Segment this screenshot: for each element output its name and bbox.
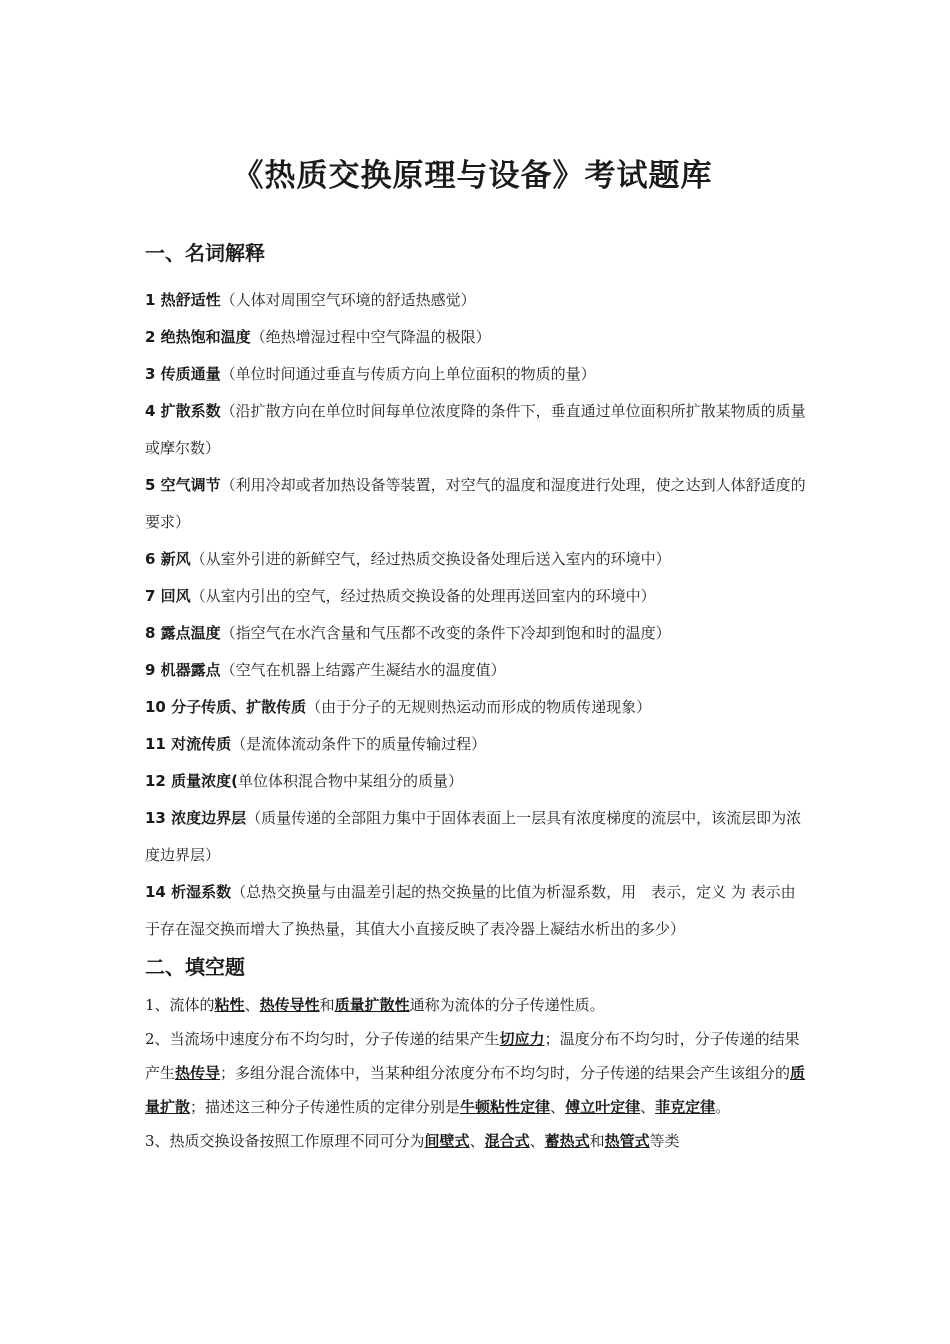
term-definition: （单位时间通过垂直与传质方向上单位面积的物质的量） bbox=[220, 365, 596, 383]
definition-item bbox=[145, 689, 810, 726]
term-definition: （沿扩散方向在单位时间每单位浓度降的条件下，垂直通过单位面积所扩散某物质的质量或摩尔数） bbox=[145, 402, 806, 457]
term-definition: （质量传递的全部阻力集中于固体表面上一层具有浓度梯度的流层中，该流层即为浓度边界层） bbox=[145, 809, 802, 864]
answer-blank: 切应力 bbox=[499, 1030, 545, 1048]
question-text: ；多组分混合流体中，当某种组分浓度分布不均匀时，分子传递的结果会产生该组分的 bbox=[220, 1064, 791, 1082]
term-name: 7 回风 bbox=[145, 587, 191, 605]
definition-item bbox=[145, 652, 810, 689]
answer-blank: 间壁式 bbox=[424, 1132, 470, 1150]
answer-blank: 热传导 bbox=[175, 1064, 221, 1082]
answer-blank: 牛顿粘性定律 bbox=[460, 1098, 551, 1116]
question-text: 1、流体的 bbox=[145, 996, 215, 1014]
term-definition: （绝热增湿过程中空气降温的极限） bbox=[250, 328, 491, 346]
question-text: ；温度分布不均匀时，分子传递的结果产生 bbox=[145, 1030, 800, 1082]
term-definition: （是流体流动条件下的质量传输过程） bbox=[231, 735, 487, 753]
answer-blank: 热传导性 bbox=[259, 996, 320, 1014]
answer-blank: 菲克定律 bbox=[655, 1098, 716, 1116]
term-definition: （指空气在水汽含量和气压都不改变的条件下冷却到饱和时的温度） bbox=[220, 624, 671, 642]
definition-item bbox=[145, 800, 810, 874]
answer-blank: 傅立叶定律 bbox=[565, 1098, 641, 1116]
question-text: 2、当流场中速度分布不均匀时，分子传递的结果产生 bbox=[145, 1030, 500, 1048]
term-name: 12 质量浓度( bbox=[145, 772, 238, 790]
definition-item bbox=[145, 874, 810, 948]
term-name: 3 传质通量 bbox=[145, 365, 221, 383]
question-text: 、 bbox=[550, 1098, 566, 1116]
answer-blank: 粘性 bbox=[214, 996, 245, 1014]
fill-in-question-3 bbox=[145, 1124, 810, 1158]
answer-blank: 质量扩散 bbox=[145, 1064, 806, 1116]
term-definition: （从室内引出的空气，经过热质交换设备的处理再送回室内的环境中） bbox=[190, 587, 656, 605]
term-name: 5 空气调节 bbox=[145, 476, 221, 494]
definition-item bbox=[145, 615, 810, 652]
term-definition: 单位体积混合物中某组分的质量） bbox=[237, 772, 463, 790]
definition-item bbox=[145, 393, 810, 467]
term-definition: （利用冷却或者加热设备等装置，对空气的温度和湿度进行处理，使之达到人体舒适度的要求） bbox=[145, 476, 806, 531]
term-definition: （从室外引进的新鲜空气，经过热质交换设备处理后送入室内的环境中） bbox=[190, 550, 671, 568]
term-name: 9 机器露点 bbox=[145, 661, 221, 679]
question-text: 、 bbox=[469, 1132, 485, 1150]
document-page bbox=[145, 148, 810, 1158]
definition-item bbox=[145, 763, 810, 800]
answer-blank: 混合式 bbox=[484, 1132, 530, 1150]
definition-item bbox=[145, 578, 810, 615]
answer-blank: 质量扩散性 bbox=[334, 996, 410, 1014]
question-text: 和 bbox=[589, 1132, 605, 1150]
definition-item bbox=[145, 356, 810, 393]
term-definition: （由于分子的无规则热运动而形成的物质传递现象） bbox=[306, 698, 652, 716]
term-definition: （人体对周围空气环境的舒适热感觉） bbox=[220, 291, 476, 309]
fill-in-list bbox=[145, 988, 810, 1158]
definition-item bbox=[145, 467, 810, 541]
term-definition: （总热交换量与由温差引起的热交换量的比值为析湿系数，用 表示，定义 为 表示由于存在湿交换而增大了换热量，其值大小直接反映了表冷器上凝结水析出的多少） bbox=[145, 883, 796, 938]
term-name: 4 扩散系数 bbox=[145, 402, 221, 420]
question-text: 、 bbox=[640, 1098, 656, 1116]
answer-blank: 蓄热式 bbox=[544, 1132, 590, 1150]
question-text: 和 bbox=[319, 996, 335, 1014]
term-name: 2 绝热饱和温度 bbox=[145, 328, 251, 346]
section-heading-fill-in: 二、填空题 bbox=[145, 955, 245, 979]
definition-item bbox=[145, 319, 810, 356]
question-text: 等类 bbox=[649, 1132, 680, 1150]
definition-item bbox=[145, 282, 810, 319]
question-text: 、 bbox=[529, 1132, 545, 1150]
question-text: 、 bbox=[244, 996, 260, 1014]
question-text: 。 bbox=[715, 1098, 731, 1116]
term-name: 11 对流传质 bbox=[145, 735, 232, 753]
document-title: 《热质交换原理与设备》考试题库 bbox=[232, 158, 713, 194]
term-name: 13 浓度边界层 bbox=[145, 809, 247, 827]
term-name: 1 热舒适性 bbox=[145, 291, 221, 309]
question-text: ；描述这三种分子传递性质的定律分别是 bbox=[190, 1098, 461, 1116]
term-name: 10 分子传质、扩散传质 bbox=[145, 698, 307, 716]
definitions-list bbox=[145, 282, 810, 948]
answer-blank: 热管式 bbox=[604, 1132, 650, 1150]
fill-in-question-1 bbox=[145, 988, 810, 1022]
term-name: 14 析湿系数 bbox=[145, 883, 232, 901]
section-heading-definitions: 一、名词解释 bbox=[145, 241, 265, 265]
definition-item bbox=[145, 541, 810, 578]
term-definition: （空气在机器上结露产生凝结水的温度值） bbox=[220, 661, 506, 679]
question-text: 3、热质交换设备按照工作原理不同可分为 bbox=[145, 1132, 425, 1150]
term-name: 8 露点温度 bbox=[145, 624, 221, 642]
fill-in-question-2 bbox=[145, 1022, 810, 1124]
definition-item bbox=[145, 726, 810, 763]
question-text: 通称为流体的分子传递性质。 bbox=[409, 996, 605, 1014]
term-name: 6 新风 bbox=[145, 550, 191, 568]
